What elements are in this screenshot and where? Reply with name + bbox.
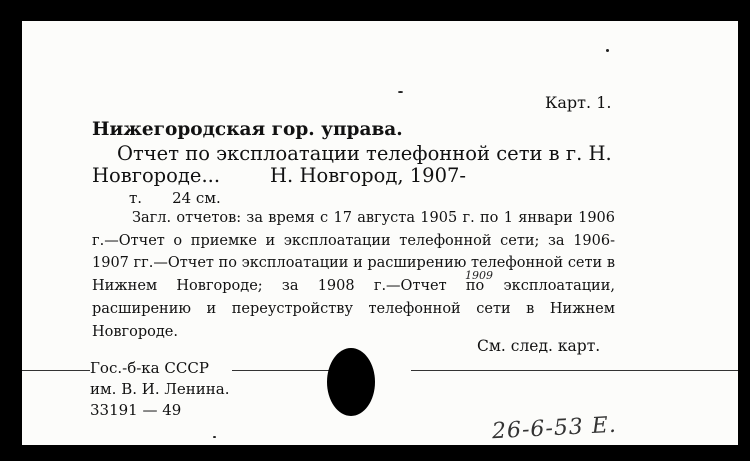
- library-name-2: им. В. И. Ленина.: [90, 380, 230, 398]
- physical-description: [129, 189, 221, 207]
- divider-line-right: [411, 370, 738, 371]
- accession-number: 33191 — 49: [90, 401, 182, 419]
- card-number: Карт. 1.: [545, 93, 612, 112]
- ink-speck: [606, 49, 609, 52]
- see-next-card: См. след. карт.: [477, 337, 601, 355]
- library-stamp: [90, 358, 232, 421]
- title-line-2-text: Новгороде...: [92, 164, 221, 187]
- contents-note: Загл. отчетов: за время с 17 августа 1905 г. по 1 январи 1906 г.—Отчет о приемке и эксплоатации телефонной сети; за 1906-1907 гг.—Отчет по эксплоатации и расширению телефонной сети в Нижнем Новгороде; за 1908 г.—Отчет по эксплоатации, расширению и переустройству телефонной сети в Нижнем Новгороде.: [92, 210, 615, 340]
- publication-place: Н. Новгород, 1907-: [270, 164, 466, 187]
- size-label: 24 см.: [172, 189, 221, 207]
- card-heading: Нижегородская гор. управа.: [92, 119, 403, 140]
- ink-speck: [398, 91, 403, 93]
- handwritten-date: 26-6-53 Е.: [491, 412, 618, 445]
- handwritten-correction: 1909: [465, 269, 493, 282]
- title-line-1: Отчет по эксплоатации телефонной сети в г. Н.: [117, 142, 612, 165]
- ink-speck: [213, 436, 216, 438]
- title-line-2: [92, 164, 466, 187]
- volumes-label: т.: [129, 189, 143, 207]
- catalog-card: [22, 21, 738, 445]
- punch-hole: [327, 348, 375, 416]
- library-name: Гос.-б-ка СССР: [90, 359, 209, 377]
